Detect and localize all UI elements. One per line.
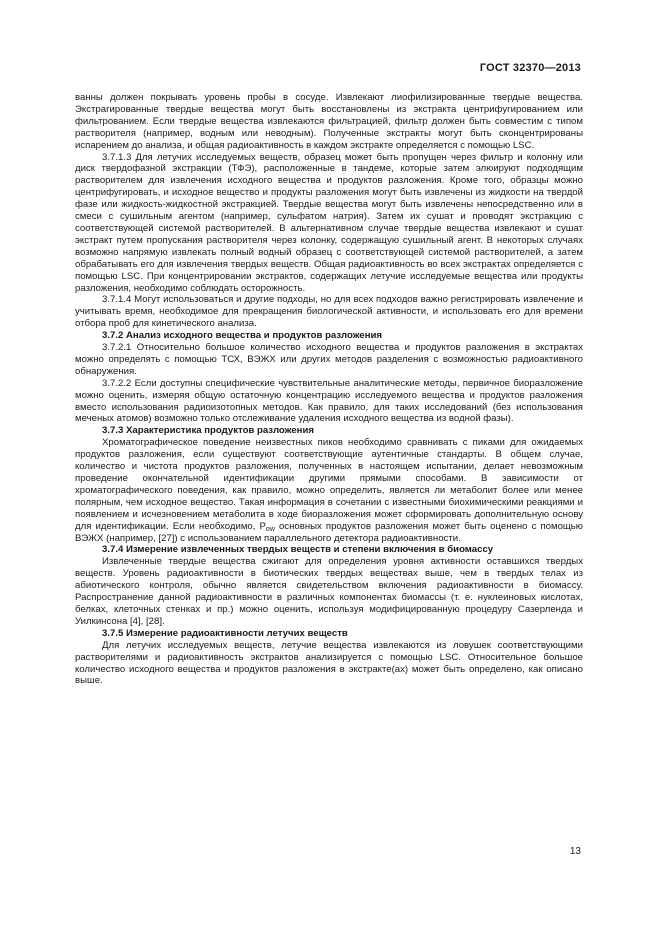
paragraph-continuation: ванны должен покрывать уровень пробы в сосуде. Извлекают лиофилизированные твердые вещества. Экстрагированные твердые вещества могут быть восстановлены из экстракта центрифугированием или фильтрованием. Если твердые вещества извлекаются фильтрацией, фильтр должен быть совместим с типом растворителя (например, водным или неводным). Полученные экстракты могут быть сконцентрированы испарением до анализа, и общая радиоактивность в каждом экстракте определяется с помощью LSC. bbox=[75, 92, 583, 151]
paragraph-3-7-1-3: 3.7.1.3 Для летучих исследуемых веществ, образец может быть пропущен через фильтр и колонну или диск твердофазной экстракции (ТФЭ), расположенные в тандеме, которые затем элюируют подходящим растворителем для извлечения исходного вещества и продуктов разложения. Кроме того, образцы можно центрифугировать, и исходное вещество и продукты разложения могут быть извлечены из жидкости на твердой фазе или жидкость-жидкостной экстракцией. Твердые вещества могут быть извлечены непосредственно или в смеси с сушильным агентом (например, сульфатом натрия). Затем их сушат и проводят экстракцию с соответствующей системой растворителей. В альтернативном случае твердые вещества извлекают и сушат экстракт путем пропускания растворителя через колонку, содержащую сушильный агент. В некоторых случаях возможно напрямую извлекать полный водный образец с соответствующей системой растворителей, а затем обрабатывать его для извлечения твердых веществ. Общая радиоактивность во всех экстрактах определяется с помощью LSC. При концентрировании экстрактов, содержащих летучие исследуемые вещества или продукты разложения, необходимо соблюдать осторожность. bbox=[75, 151, 583, 294]
paragraph-volatile: Для летучих исследуемых веществ, летучие вещества извлекаются из ловушек соответствующими растворителями и радиоактивность экстрактов анализируется с помощью LSC. Относительное большое количество исходного вещества и продуктов разложения в экстракте(ах) может быть определено, как описано выше. bbox=[75, 639, 583, 687]
paragraph-3-7-2-1: 3.7.2.1 Относительно большое количество исходного вещества и продуктов разложения в экстрактах можно определять с помощью ТСХ, ВЭЖХ или других методов разделения с возможностью радиоактивного обнаружения. bbox=[75, 342, 583, 377]
section-heading-3-7-5: 3.7.5 Измерение радиоактивности летучих веществ bbox=[102, 627, 348, 639]
document-body bbox=[75, 92, 583, 687]
paragraph-3-7-1-4: 3.7.1.4 Могут использоваться и другие подходы, но для всех подходов важно регистрировать извлечение и учитывать время, необходимое для прекращения биологической активности, и использовать его для времени отбора проб для кинетического анализа. bbox=[75, 294, 583, 330]
page-number: 13 bbox=[569, 846, 581, 857]
pow-subscript: ow bbox=[265, 525, 275, 533]
section-heading-3-7-4: 3.7.4 Измерение извлеченных твердых веществ и степени включения в биомассу bbox=[102, 544, 494, 556]
paragraph-text-part-1: Хроматографическое поведение неизвестных пиков необходимо сравнивать с пиками для ожидаемых продуктов разложения, если существуют соответствующие аутентичные стандарты. В общем случае, количество и чистота продуктов разложения, полученных в настоящем испытании, делает невозможным проведение окончательной идентификации другими прямыми способами. В зависимости от хроматографического поведения, как правило, можно определить, является ли метаболит более или менее полярным, чем исходное вещество. Такая информация в сочетании с известными биохимическими реакциями и появлением и исчезновением метаболита в ходе биоразложения может сформировать дополнительную основу для идентификации. Если необходимо, P bbox=[75, 437, 583, 532]
paragraph-3-7-2-2: 3.7.2.2 Если доступны специфические чувствительные аналитические методы, первичное биоразложение можно оценить, измеряя общую остаточную концентрацию исследуемого вещества и продуктов разложения вместо использования радиоизотопных методов. Как правило, для таких исследований (без использования меченых атомов) возможно только отслеживание удаления исходного вещества из водной фазы). bbox=[75, 377, 583, 425]
paragraph-biomass: Извлеченные твердые вещества сжигают для определения уровня активности оставшихся твердых веществ. Уровень радиоактивности в биотических твердых веществах выше, чем в твердых телах из абиотического контроля, обычно является свидетельством включения радиоактивности в биомассу. Распространение данной радиоактивности в различных компонентах биомассы (т. е. нуклеиновых кислотах, белках, клеточных стенках и пр.) можно оценить, используя модифицированную процедуру Сазерленда и Уилкинсона [4], [28]. bbox=[75, 556, 583, 627]
paragraph-text-part-2: основных продуктов разложения может быть оценено с помощью ВЭЖХ (например, [27]) с использованием параллельного детектора радиоактивности. bbox=[75, 520, 583, 544]
section-heading-3-7-2: 3.7.2 Анализ исходного вещества и продуктов разложения bbox=[102, 330, 383, 342]
standard-header: ГОСТ 32370—2013 bbox=[479, 62, 581, 74]
section-heading-3-7-3: 3.7.3 Характеристика продуктов разложения bbox=[102, 425, 314, 437]
paragraph-degradation-products bbox=[75, 437, 583, 544]
